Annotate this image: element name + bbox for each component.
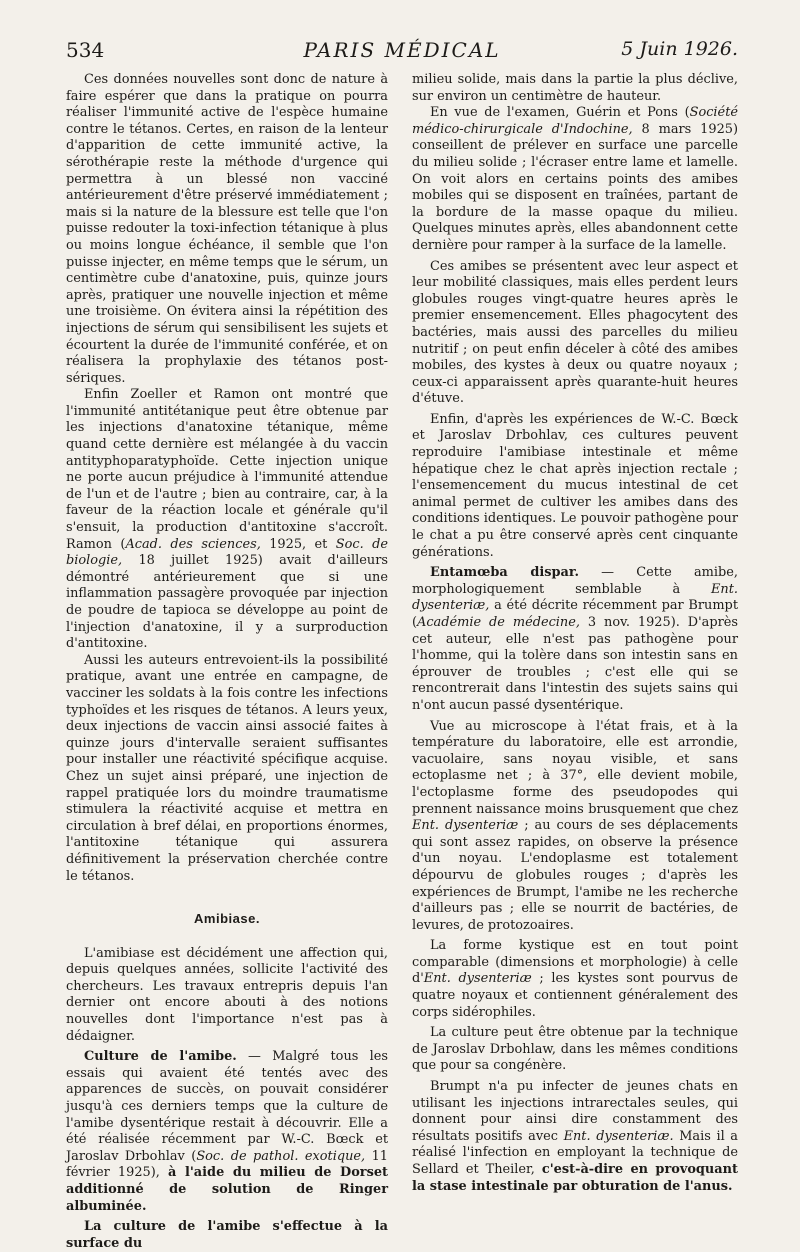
paragraph-tetanos-immunity: Ces données nouvelles sont donc de nature à faire espérer que dans la pratique on pourra réaliser l'immunité active de l'espèce humaine contre le tétanos. Certes, en raison de la lenteur d'apparition de cette immunité active, la sérothérapie reste la méthode d'urgence qui permettra à un blessé non vacciné antérieurement d'être préservé immédiatement ; mais si la nature de la blessure est telle que l'on puisse redouter la toxi-infection tétanique à plus ou moins longue échéance, il semble que l'on puisse injecter, en même temps que le sérum, un centimètre cube d'anatoxine, puis, quinze jours après, pratiquer une nouvelle injection et même une troisième. On évitera ainsi la répétition des injections de sérum qui sensibilisent les sujets et écourtent la durée de l'immunité conférée, et on réalisera la prophylaxie des tétanos post-sériques. — [66, 72, 388, 386]
lead-culture-amibe: Culture de l'amibe. — [84, 1049, 237, 1065]
reference-acad-sciences: Acad. des sciences, — [125, 536, 261, 552]
page-number: 534 — [66, 38, 105, 62]
running-header — [66, 38, 738, 68]
paragraph-amibiase-intro: L'amibiase est décidément une affection qui, depuis quelques années, sollicite l'activité des chercheurs. Les travaux entrepris depuis l'an dernier ont encore abouti à des notions nouvelles dont l'importance n'est pas à dédaigner. — [66, 945, 388, 1044]
bold-milieu-dorset: à l'aide du milieu de Dorset additionné de solution de Ringer albuminée. — [66, 1165, 388, 1214]
journal-title: PARIS MÉDICAL — [303, 38, 501, 62]
paragraph-milieu-solide: milieu solide, mais dans la partie la plus déclive, sur environ un centimètre de hauteur. — [412, 72, 738, 104]
paragraph-vaccination-soldats: Aussi les auteurs entrevoient-ils la possibilité pratique, avant une entrée en campagne, de vacciner les soldats à la fois contre les infections typhoïdes et les risques de tétanos. A leurs yeux, deux injections de vaccin ainsi associé faites à quinze jours d'intervalle seraient suffisantes pour installer une réactivité spécifique acquise. Chez un sujet ainsi préparé, une injection de rappel pratiquée lors du moindre traumatisme stimulera la réactivité acquise et mettra en circulation à bref délai, en proportions énormes, l'antitoxine tétanique qui assurera définitivement la préservation cherchée contre le tétanos. — [66, 652, 388, 884]
issue-date: 5 Juin 1926. — [621, 38, 738, 60]
paragraph-zoeller-ramon: Enfin Zoeller et Ramon ont montré que l'immunité antitétanique peut être obtenue par les injections d'anatoxine tétanique, même quand cette dernière est mélangée à du vaccin antityphoparatyphoïde. Cette injection unique ne porte aucun préjudice à l'immunité attendue de l'un et de l'autre ; bien au contraire, car, à la faveur de la réaction locale et générale qu'il s'ensuit, la production d'antitoxine s'accroît. Ramon (Acad. des sciences, 1925, et Soc. de biologie, 18 juillet 1925) avait d'ailleurs démontré antérieurement que si une inflammation passagère provoquée par injection de poudre de tapioca se développe au point de l'injection d'anatoxine, il y a surproduction d'antitoxine. — [66, 387, 388, 652]
left-column — [66, 72, 388, 1252]
paragraph-guerin-pons: En vue de l'examen, Guérin et Pons (Société médico-chirurgicale d'Indochine, 8 mars 1925) conseillent de prélever en surface une parcelle du milieu solide ; l'écraser entre lame et lamelle. On voit alors en certains points des amibes mobiles qui se disposent en traînées, partant de la bordure de la masse opaque du milieu. Quelques minutes après, elles abandonnent cette dernière pour ramper à la surface de la lamelle. — [412, 105, 738, 253]
lead-entamoeba-dispar: Entamœba dispar. — [430, 565, 579, 581]
reference-soc-biologie: Soc. de biologie, — [66, 536, 388, 569]
paragraph-culture-technique: La culture peut être obtenue par la technique de Jaroslav Drbohlaw, dans les mêmes conditions que pour sa congénère. — [412, 1025, 738, 1074]
right-column — [412, 72, 738, 1195]
reference-societe-indochine: Société médico-chirurgicale d'Indochine, — [412, 105, 738, 137]
paragraph-forme-kystique: La forme kystique est en tout point comparable (dimensions et morphologie) à celle d'Ent. dysenteriæ ; les kystes sont pourvus de quatre noyaux et contiennent généralement des corps sidérophiles. — [412, 938, 738, 1020]
paragraph-entamoeba-dispar: Entamœba dispar. — Cette amibe, morphologiquement semblable à Ent. dysenteriæ, a été décrite récemment par Brumpt (Académie de médecine, 3 nov. 1925). D'après cet auteur, elle n'est pas pathogène pour l'homme, qui la tolère dans son intestin sans en éprouver de troubles ; c'est elle qui se rencontrerait dans l'intestin des sujets sains qui n'ont aucun passé dysentérique. — [412, 565, 738, 713]
paragraph-culture-surface: La culture de l'amibe s'effectue à la surface du — [66, 1219, 388, 1251]
paragraph-culture-amibe: Culture de l'amibe. — Malgré tous les essais qui avaient été tentés avec des apparences de succès, on pouvait considérer jusqu'à ces derniers temps que la culture de l'amibe dysentérique restait à découvrir. Elle a été réalisée récemment par W.-C. Bœck et Jaroslav Drbohlav (Soc. de pathol. exotique, 11 février 1925), à l'aide du milieu de Dorset additionné de solution de Ringer albuminée. — [66, 1049, 388, 1214]
section-heading-amibiase: Amibiase. — [194, 911, 260, 927]
paragraph-brumpt-chats: Brumpt n'a pu infecter de jeunes chats en utilisant les injections intrarectales seules, qui donnent pour ainsi dire constamment des résultats positifs avec Ent. dysenteriæ. Mais il a réalisé l'infection en employant la technique de Sellard et Theiler, c'est-à-dire en provoquant la stase intestinale par obturation de l'anus. — [412, 1079, 738, 1194]
paragraph-amibes-aspect: Ces amibes se présentent avec leur aspect et leur mobilité classiques, mais elles perdent leurs globules rouges vingt-quatre heures après le premier ensemencement. Elles phagocytent des bactéries, mais aussi des parcelles du milieu nutritif ; on peut enfin déceler à côté des amibes mobiles, des kystes à deux ou quatre noyaux ; ceux-ci apparaissent après quarante-huit heures d'étuve. — [412, 258, 738, 407]
bold-stase-intestinale: c'est-à-dire en provoquant la stase intestinale par obturation de l'anus. — [412, 1162, 738, 1194]
reference-academie-medecine: Académie de médecine, — [417, 615, 580, 630]
paragraph-microscope: Vue au microscope à l'état frais, et à la température du laboratoire, elle est arrondie, vacuolaire, sans noyau visible, et sans ectoplasme net ; à 37°, elle devient mobile, l'ectoplasme forme des pseudopodes qui prennent naissance moins brusquement que chez Ent. dysenteriæ ; au cours de ses déplacements qui sont assez rapides, on observe la présence d'un noyau. L'endoplasme est totalement dépourvu de globules rouges ; d'après les expériences de Brumpt, l'amibe ne les recherche d'ailleurs pas ; elle se nourrit de bactéries, de levures, de protozoaires. — [412, 718, 738, 933]
reference-soc-pathol: Soc. de pathol. exotique, — [196, 1148, 366, 1164]
paragraph-boeck-drbohlav: Enfin, d'après les expériences de W.-C. Bœck et Jaroslav Drbohlav, ces cultures peuvent reproduire l'amibiase intestinale et même hépatique chez le chat après injection rectale ; l'ensemencement du mucus intestinal de cet animal permet de cultiver les amibes dans des conditions identiques. Le pouvoir pathogène pour le chat a pu être conservé après cent cinquante générations. — [412, 411, 738, 560]
